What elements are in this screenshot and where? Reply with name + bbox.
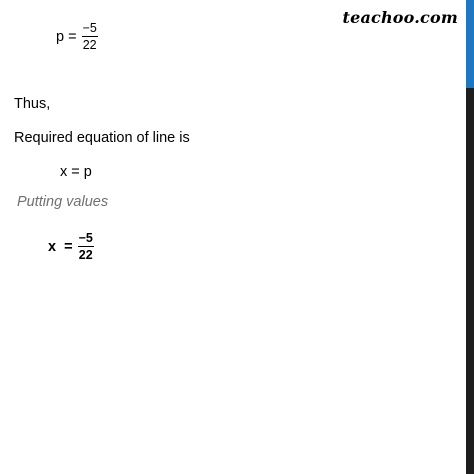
brand-logo: teachoo.com: [342, 8, 458, 27]
side-scrollbar: [466, 0, 474, 474]
final-fraction: [78, 232, 94, 262]
final-fraction-numerator: −5: [78, 231, 93, 245]
final-equation-lhs: x =: [48, 239, 73, 255]
final-fraction-denominator: 22: [78, 248, 93, 262]
side-bar-accent: [466, 0, 474, 88]
p-fraction-denominator: 22: [82, 38, 97, 52]
p-equation-lhs: p =: [56, 29, 77, 45]
x-equals-p: x = p: [60, 164, 92, 180]
final-equation: [48, 232, 94, 262]
thus-text: Thus,: [14, 96, 51, 112]
p-fraction-numerator: −5: [82, 21, 97, 35]
side-bar-track: [466, 88, 474, 474]
required-equation-text: Required equation of line is: [14, 130, 190, 146]
p-fraction: [82, 22, 98, 52]
p-equation: [56, 22, 98, 52]
putting-values-note: Putting values: [17, 194, 109, 210]
